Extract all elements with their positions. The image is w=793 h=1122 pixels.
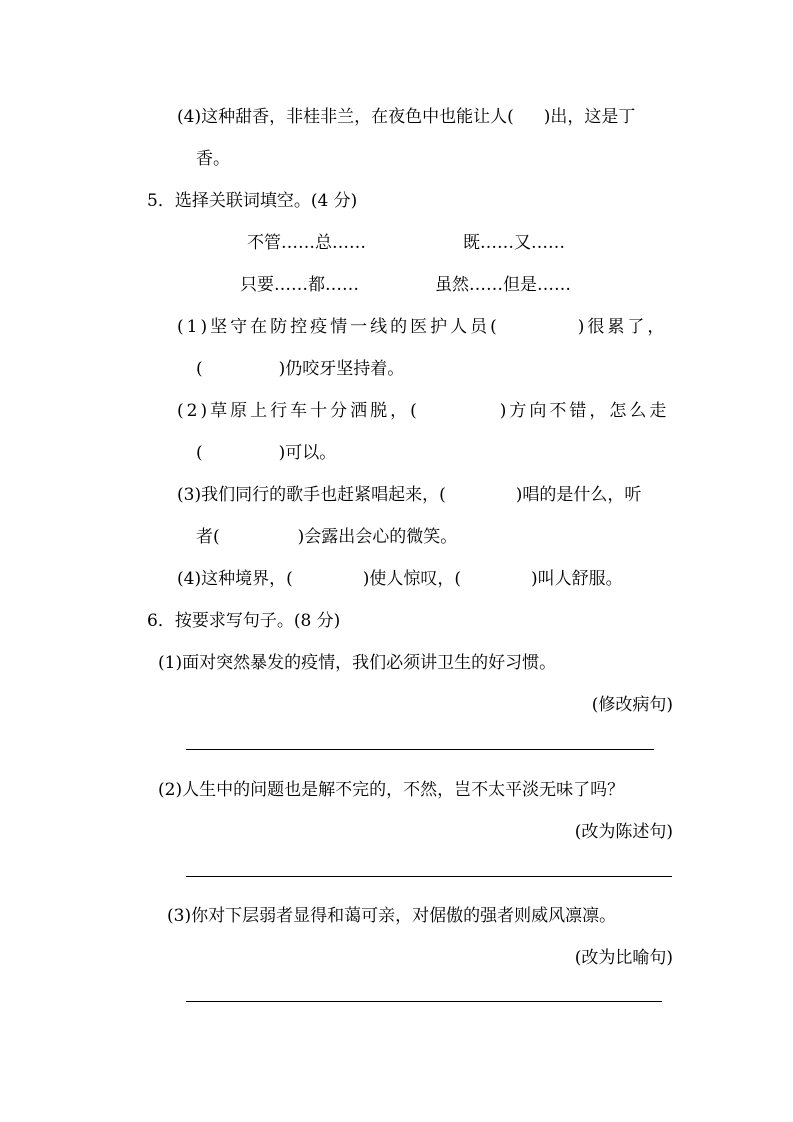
- q5-item2-line2: [196, 442, 336, 464]
- q5-item3-line1: [177, 484, 641, 506]
- q5-option-4: 虽然……但是……: [435, 275, 571, 295]
- q6-item1-answer-line[interactable]: [186, 749, 654, 750]
- q5-item2-text-d: )可以。: [278, 443, 337, 463]
- q6-item2-hint: (改为陈述句): [574, 822, 673, 842]
- q4-item4-text-a: (4)这种甜香，非桂非兰，在夜色中也能让人(: [177, 107, 514, 127]
- q5-item4-line1: [177, 568, 623, 590]
- q4-item4-line1: [177, 106, 635, 128]
- q6-item3-text: (3)你对下层弱者显得和蔼可亲，对倨傲的强者则威风凛凛。: [167, 906, 617, 926]
- q5-item1-text-d: )仍咬牙坚持着。: [278, 359, 405, 379]
- q6-item1-text: (1)面对突然暴发的疫情，我们必须讲卫生的好习惯。: [158, 653, 557, 673]
- q5-item4-text-b: )使人惊叹，(: [362, 569, 461, 589]
- q5-item1-text-a: (1)坚守在防控疫情一线的医护人员(: [177, 317, 500, 337]
- q5-item3-text-a: (3)我们同行的歌手也赶紧唱起来，(: [177, 485, 446, 505]
- q6-heading: 6．按要求写句子。(8 分): [147, 611, 341, 631]
- q5-item2-line1: [177, 400, 669, 422]
- q5-option-1: 不管……总……: [247, 233, 366, 253]
- q5-item4-text-a: (4)这种境界，(: [177, 569, 293, 589]
- q4-item4-line2: 香。: [196, 149, 230, 169]
- q5-item2-text-a: (2)草原上行车十分洒脱，(: [177, 401, 420, 421]
- q5-item2-text-c: (: [196, 443, 203, 463]
- q5-option-2: 既……又……: [463, 233, 565, 253]
- q5-item3-text-b: )唱的是什么，听: [515, 485, 642, 505]
- q5-heading: 5．选择关联词填空。(4 分): [147, 191, 358, 211]
- q5-option-3: 只要……都……: [240, 275, 359, 295]
- q6-item2-text: (2)人生中的问题也是解不完的，不然，岂不太平淡无味了吗？: [158, 780, 625, 800]
- q6-item2-answer-line[interactable]: [186, 876, 672, 877]
- q5-item2-text-b: )方向不错，怎么走: [499, 401, 670, 421]
- q5-item1-line1: [177, 316, 667, 338]
- q4-item4-text-b: )出，这是丁: [543, 107, 636, 127]
- q6-item3-answer-line[interactable]: [186, 1001, 662, 1002]
- q5-item1-text-b: )很累了，: [577, 317, 668, 337]
- q6-item3-hint: (改为比喻句): [574, 948, 673, 968]
- q5-item1-line2: [196, 358, 404, 380]
- q5-item3-text-d: )会露出会心的微笑。: [297, 527, 458, 547]
- q5-item3-line2: [196, 526, 457, 548]
- q5-item3-text-c: 者(: [196, 527, 220, 547]
- q5-item1-text-c: (: [196, 359, 203, 379]
- q5-item4-text-c: )叫人舒服。: [530, 569, 623, 589]
- q6-item1-hint: (修改病句): [591, 695, 673, 715]
